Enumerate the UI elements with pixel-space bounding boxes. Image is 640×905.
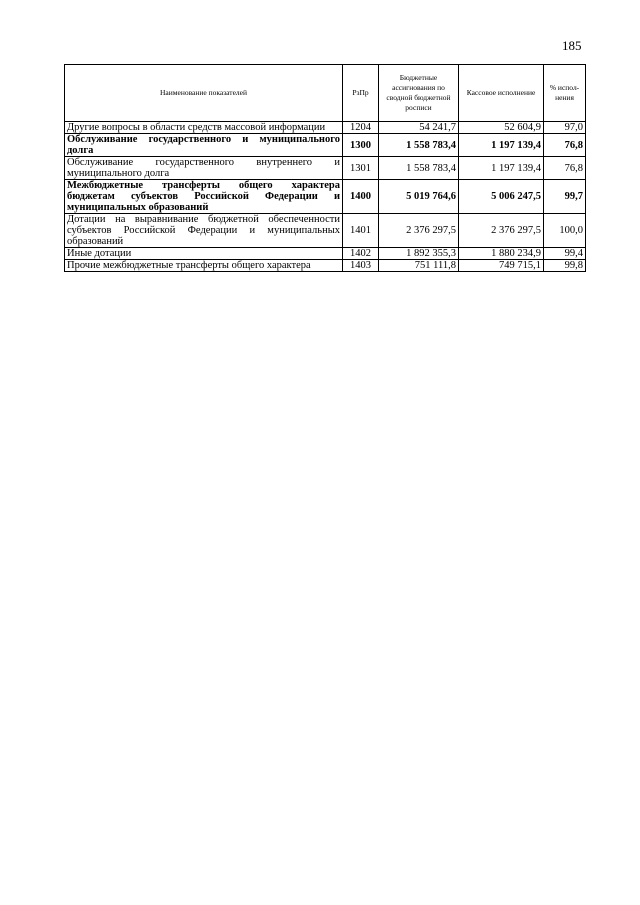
- budget-execution-table: [64, 64, 586, 272]
- row-name: Межбюджетные трансферты общего характера бюджетам субъектов Российской Федерации и муниципальных образований: [65, 180, 343, 214]
- row-budget: 1 558 783,4: [379, 134, 459, 157]
- table-header-row: [65, 65, 586, 122]
- row-name: Другие вопросы в области средств массовой информации: [65, 122, 343, 134]
- page-number: 185: [562, 38, 582, 53]
- row-code: 1403: [343, 260, 379, 272]
- row-code: 1400: [343, 180, 379, 214]
- header-cash: Кассовое исполнение: [459, 65, 544, 122]
- row-code: 1301: [343, 157, 379, 180]
- row-percent: 99,7: [544, 180, 586, 214]
- row-cash: 2 376 297,5: [459, 214, 544, 248]
- header-code: РзПр: [343, 65, 379, 122]
- row-cash: 1 880 234,9: [459, 248, 544, 260]
- row-budget: 1 892 355,3: [379, 248, 459, 260]
- row-name: Обслуживание государственного внутреннего и муниципального долга: [65, 157, 343, 180]
- row-cash: 5 006 247,5: [459, 180, 544, 214]
- row-percent: 99,8: [544, 260, 586, 272]
- header-budget: Бюджетные ассигнования по сводной бюджетной росписи: [379, 65, 459, 122]
- table-row: [65, 248, 586, 260]
- row-percent: 100,0: [544, 214, 586, 248]
- row-cash: 52 604,9: [459, 122, 544, 134]
- row-percent: 97,0: [544, 122, 586, 134]
- row-cash: 749 715,1: [459, 260, 544, 272]
- row-percent: 76,8: [544, 157, 586, 180]
- row-budget: 1 558 783,4: [379, 157, 459, 180]
- row-name: Обслуживание государственного и муниципального долга: [65, 134, 343, 157]
- table-row: [65, 157, 586, 180]
- table-row: [65, 180, 586, 214]
- row-code: 1401: [343, 214, 379, 248]
- row-cash: 1 197 139,4: [459, 157, 544, 180]
- row-percent: 99,4: [544, 248, 586, 260]
- row-budget: 751 111,8: [379, 260, 459, 272]
- row-name: Дотации на выравнивание бюджетной обеспеченности субъектов Российской Федерации и муниципальных образований: [65, 214, 343, 248]
- header-name: Наименование показателей: [65, 65, 343, 122]
- table-row: [65, 122, 586, 134]
- row-percent: 76,8: [544, 134, 586, 157]
- table-row: [65, 134, 586, 157]
- row-budget: 54 241,7: [379, 122, 459, 134]
- row-name: Иные дотации: [65, 248, 343, 260]
- row-code: 1204: [343, 122, 379, 134]
- table-row: [65, 214, 586, 248]
- row-budget: 2 376 297,5: [379, 214, 459, 248]
- header-percent: % испол-нения: [544, 65, 586, 122]
- row-name: Прочие межбюджетные трансферты общего характера: [65, 260, 343, 272]
- row-budget: 5 019 764,6: [379, 180, 459, 214]
- row-code: 1300: [343, 134, 379, 157]
- row-code: 1402: [343, 248, 379, 260]
- table-row: [65, 260, 586, 272]
- row-cash: 1 197 139,4: [459, 134, 544, 157]
